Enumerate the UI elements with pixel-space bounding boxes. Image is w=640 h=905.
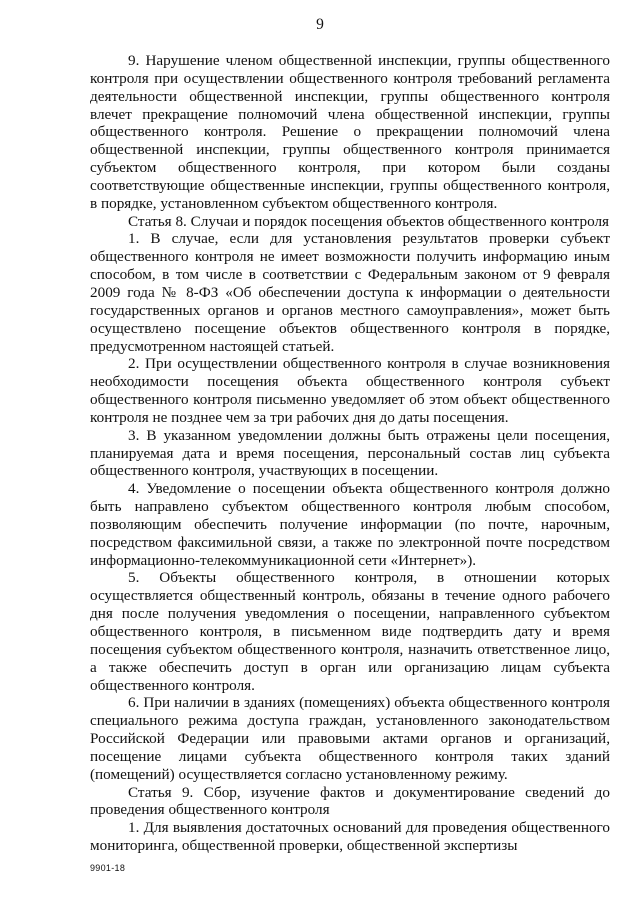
article-9-paragraph-1: 1. Для выявления достаточных оснований для проведения общественного мониторинга, общественной проверки, общественной экспертизы [90,819,610,855]
article-9-heading: Статья 9. Сбор, изучение фактов и документирование сведений до проведения общественного контроля [90,783,610,819]
page-number: 9 [316,16,324,33]
paragraph-9: 9. Нарушение членом общественной инспекции, группы общественного контроля при осуществлении общественного контроля требований регламента деятельности общественной инспекции, группы общественного контроля влечет прекращение полномочий члена общественной инспекции, группы общественного контроля. Решение о прекращении полномочий члена общественной инспекции, группы общественного контроля принимается субъектом общественного контроля, при котором были созданы соответствующие общественные инспекции, группы общественного контроля, в порядке, установленном субъектом общественного контроля. [90,52,610,212]
document-body [90,52,610,855]
article-8-paragraph-4: 4. Уведомление о посещении объекта общественного контроля должно быть направлено субъектом общественного контроля любым способом, позволяющим обеспечить получение информации (по почте, нарочным, посредством факсимильной связи, а также по электронной почте посредством информационно-телекоммуникационной сети «Интернет»). [90,480,610,569]
article-8-paragraph-1: 1. В случае, если для установления результатов проверки субъект общественного контроля не имеет возможности получить информацию иным способом, в том числе в соответствии с Федеральным законом от 9 февраля 2009 года № 8-ФЗ «Об обеспечении доступа к информации о деятельности государственных органов и органов местного самоуправления», может быть осуществлено посещение объектов общественного контроля в порядке, предусмотренном настоящей статьей. [90,230,610,355]
document-code: 9901-18 [90,863,126,873]
article-8-paragraph-6: 6. При наличии в зданиях (помещениях) объекта общественного контроля специального режима доступа граждан, установленного законодательством Российской Федерации или правовыми актами органов и организаций, посещение лицами субъекта общественного контроля таких зданий (помещений) осуществляется согласно установленному режиму. [90,694,610,783]
article-8-paragraph-2: 2. При осуществлении общественного контроля в случае возникновения необходимости посещения объекта общественного контроля субъект общественного контроля письменно уведомляет об этом объект общественного контроля не позднее чем за три рабочих дня до даты посещения. [90,355,610,426]
article-8-paragraph-3: 3. В указанном уведомлении должны быть отражены цели посещения, планируемая дата и время посещения, персональный состав лиц субъекта общественного контроля, участвующих в посещении. [90,426,610,480]
article-8-heading: Статья 8. Случаи и порядок посещения объектов общественного контроля [128,212,610,230]
article-8-paragraph-5: 5. Объекты общественного контроля, в отношении которых осуществляется общественный контроль, обязаны в течение одного рабочего дня после получения уведомления о посещении, направленного субъектом общественного контроля, в письменном виде подтвердить дату и время посещения субъектом общественного контроля, назначить ответственное лицо, а также обеспечить доступ в орган или организацию лицам субъекта общественного контроля. [90,569,610,694]
